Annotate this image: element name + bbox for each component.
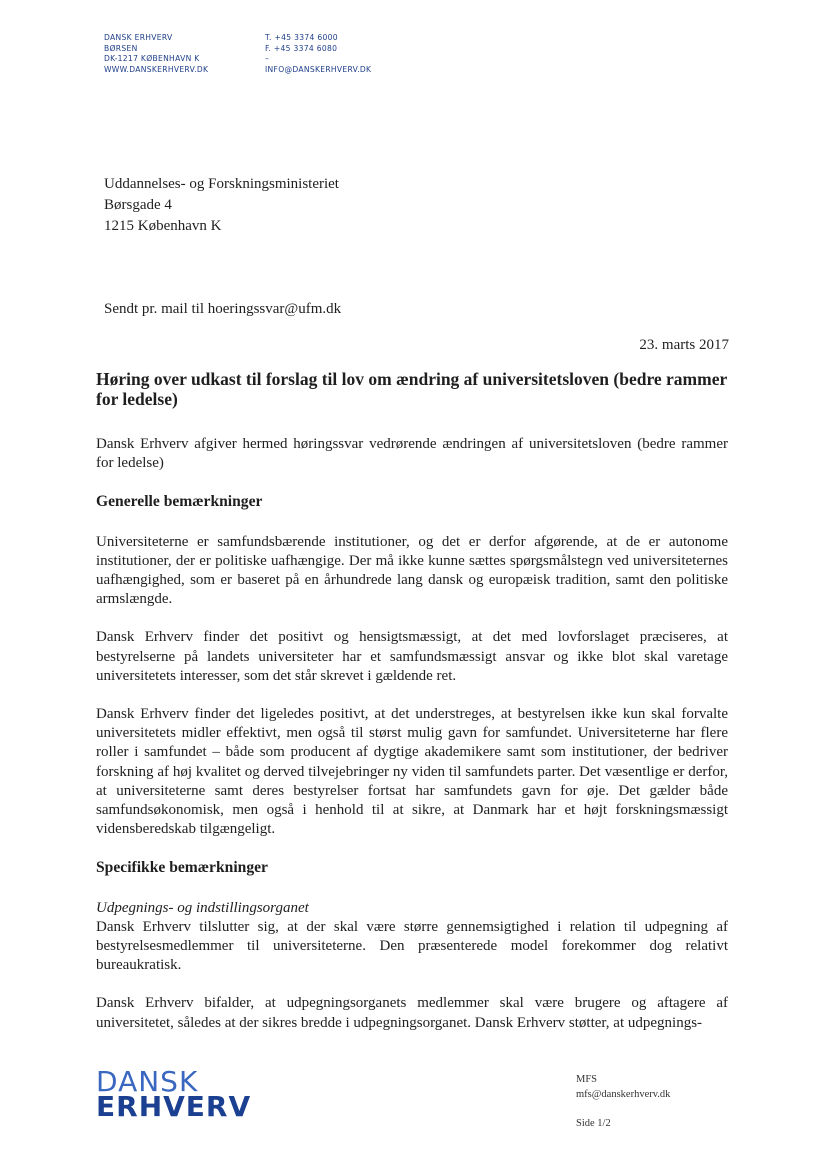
letterhead-fax: F. +45 3374 6080 xyxy=(265,43,338,53)
dansk-erhverv-logo xyxy=(96,1065,252,1123)
letterhead-phone: T. +45 3374 6000 xyxy=(265,33,338,42)
footer-contact xyxy=(576,1072,670,1102)
specific-paragraph-1 xyxy=(96,899,728,976)
general-paragraph-3: Dansk Erhverv finder det ligeledes positivt, at det understreges, at bestyrelsen ikke kun skal forvalte universitetets midler effektivt, men også til størst mulig gavn for samfundet. Universiteterne har flere roller i samfundet – både som producent af dygtige akademikere samt som institutioner, der bedriver forskning af høj kvalitet og derved tilvejebringer ny viden til samfundets parter. Det væsentlige er derfor, at universiteterne samt deres bestyrelser fortsat har samfundets gavn for øje. Det gælder både samfundsøkonomisk, men også i henhold til at sikre, at Danmark har et højt forskningsmæssigt vidensberedskab tilgængeligt. xyxy=(96,706,728,838)
letter-date: 23. marts 2017 xyxy=(639,337,729,353)
recipient-city: 1215 København K xyxy=(104,218,222,234)
recipient-address xyxy=(104,174,339,237)
letter-body xyxy=(96,369,728,1052)
letter-title: Høring over udkast til forslag til lov om ændring af universitetsloven (bedre rammer for ledelse) xyxy=(96,369,727,409)
page-number: Side 1/2 xyxy=(576,1118,611,1129)
footer-initials: MFS xyxy=(576,1074,598,1085)
logo-line-1: DANSK xyxy=(96,1065,199,1098)
letterhead-dash: – xyxy=(265,54,270,64)
recipient-name: Uddannelses- og Forskningsministeriet xyxy=(104,176,339,192)
section-heading-general: Generelle bemærkninger xyxy=(96,493,263,511)
letterhead-website[interactable]: WWW.DANSKERHVERV.DK xyxy=(104,64,209,74)
section-heading-specific: Specifikke bemærkninger xyxy=(96,859,268,877)
footer-email[interactable]: mfs@danskerhverv.dk xyxy=(576,1089,671,1100)
specific-paragraph-1-text: Dansk Erhverv tilslutter sig, at der skal være større gennemsigtighed i relation til udpegning af bestyrelsesmedlemmer til universiteterne. Den præsenterede model forekommer dog relativt bureaukratisk. xyxy=(96,918,728,974)
intro-paragraph: Dansk Erhverv afgiver hermed høringssvar vedrørende ændringen af universitetsloven (bedre rammer for ledelse) xyxy=(96,436,728,472)
letterhead-email[interactable]: INFO@DANSKERHVERV.DK xyxy=(265,64,372,74)
general-paragraph-2: Dansk Erhverv finder det positivt og hensigtsmæssigt, at det med lovforslaget præciseres, at bestyrelserne på landets universiteter har et samfundsmæssigt ansvar og ikke blot skal varetage universitetets interesser, som det står skrevet i gældende ret. xyxy=(96,629,728,684)
letterhead-address xyxy=(104,33,208,75)
logo-line-2: ERHVERV xyxy=(96,1090,252,1123)
subheading-appointment-body: Udpegnings- og indstillingsorganet xyxy=(96,899,309,916)
letterhead-company: DANSK ERHVERV xyxy=(104,33,173,42)
specific-paragraph-2: Dansk Erhverv bifalder, at udpegningsorganets medlemmer skal være brugere og aftagere af universitetet, således at der sikres bredde i udpegningsorganet. Dansk Erhverv støtter, at udpegnings- xyxy=(96,995,728,1031)
letterhead-contact xyxy=(265,33,371,75)
letterhead-city: DK-1217 KØBENHAVN K xyxy=(104,54,200,64)
general-paragraph-1: Universiteterne er samfundsbærende institutioner, og det er derfor afgørende, at de er autonome institutioner, der er politiske uafhængige. Der må ikke kunne sættes spørgsmålstegn ved universiteternes uafhængighed, som er baseret på en århundrede lang dansk og europæisk tradition, samt den politiske armslængde. xyxy=(96,533,728,608)
recipient-street: Børsgade 4 xyxy=(104,197,172,213)
letterhead-building: BØRSEN xyxy=(104,43,138,53)
sent-line: Sendt pr. mail til hoeringssvar@ufm.dk xyxy=(104,301,342,317)
